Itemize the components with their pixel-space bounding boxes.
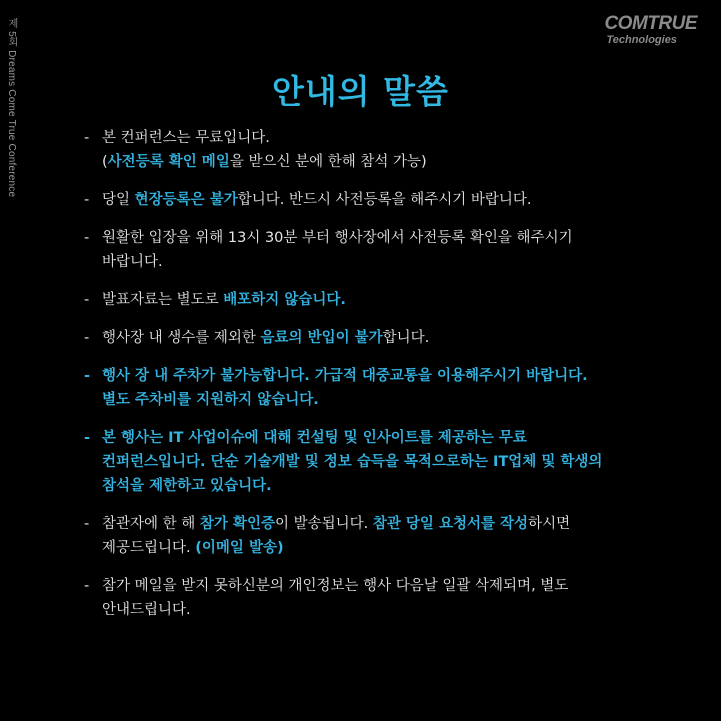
notice-highlight: 참관 당일 요청서를 작성 <box>372 516 529 532</box>
notice-item-3 <box>84 226 644 274</box>
logo-brand: COMTRUE <box>604 13 697 34</box>
notice-item-2 <box>84 188 644 212</box>
page-title: 안내의 말씀 <box>272 72 449 111</box>
notice-item-9 <box>84 574 644 622</box>
notice-text: 합니다. <box>382 330 430 346</box>
notice-text: 하시면 <box>528 516 571 532</box>
list-dash: - <box>84 368 91 384</box>
notice-text: 발표자료는 별도로 <box>102 292 224 308</box>
notice-item-8 <box>84 512 644 560</box>
notice-text: 당일 <box>102 192 135 208</box>
notice-text: 행사 장 내 주차가 불가능합니다. 가급적 대중교통을 이용해주시기 바랍니다. <box>102 368 588 384</box>
notice-text: 본 행사는 IT 사업이슈에 대해 컨설팅 및 인사이트를 제공하는 무료 <box>102 430 527 446</box>
conference-side-label: 제 5회 Dreams Come True Conference <box>6 18 17 198</box>
list-dash: - <box>84 578 90 594</box>
notice-text: 이 발송됩니다. <box>274 516 373 532</box>
list-dash: - <box>84 192 90 208</box>
notice-text: 참관자에 한 해 <box>102 516 200 532</box>
notice-text: 을 받으신 분에 한해 참석 가능) <box>229 154 427 170</box>
notice-highlight: 음료의 반입이 불가 <box>260 330 383 346</box>
notice-text: 합니다. 반드시 사전등록을 해주시기 바랍니다. <box>237 192 532 208</box>
notice-text: 참석을 제한하고 있습니다. <box>102 478 272 494</box>
notice-highlight: 배포하지 않습니다. <box>223 292 346 308</box>
list-dash: - <box>84 330 90 346</box>
notice-text: 컨퍼런스입니다. 단순 기술개발 및 정보 습득을 목적으로하는 IT업체 및 학생의 <box>102 454 603 470</box>
notice-text: 원활한 입장을 위해 13시 30분 부터 행사장에서 사전등록 확인을 해주시기 <box>102 230 573 246</box>
notice-item-1 <box>84 126 644 174</box>
notice-item-4 <box>84 288 644 312</box>
list-dash: - <box>84 430 91 446</box>
notice-highlight: 사전등록 확인 메일 <box>107 154 230 170</box>
notice-text: 바랍니다. <box>102 254 163 270</box>
notice-text: 별도 주차비를 지원하지 않습니다. <box>102 392 319 408</box>
notice-text: ( <box>102 154 108 170</box>
notice-text: 참가 메일을 받지 못하신분의 개인정보는 행사 다음날 일괄 삭제되며, 별도 <box>102 578 569 594</box>
notice-text: 행사장 내 생수를 제외한 <box>102 330 261 346</box>
notice-text: 안내드립니다. <box>102 602 191 618</box>
notice-highlight: 현장등록은 불가 <box>134 192 238 208</box>
notice-text: 제공드립니다. <box>102 540 196 556</box>
logo-sub: Technologies <box>606 34 677 46</box>
notice-item-6 <box>84 364 644 412</box>
list-dash: - <box>84 230 90 246</box>
notice-item-5 <box>84 326 644 350</box>
notice-text: 본 컨퍼런스는 무료입니다. <box>102 130 270 146</box>
list-dash: - <box>84 130 90 146</box>
notice-highlight: (이메일 발송) <box>195 540 284 556</box>
comtrue-logo <box>604 14 697 46</box>
list-dash: - <box>84 292 90 308</box>
notice-item-7 <box>84 426 644 498</box>
notice-list <box>84 126 644 636</box>
notice-highlight: 참가 확인증 <box>199 516 275 532</box>
list-dash: - <box>84 516 90 532</box>
